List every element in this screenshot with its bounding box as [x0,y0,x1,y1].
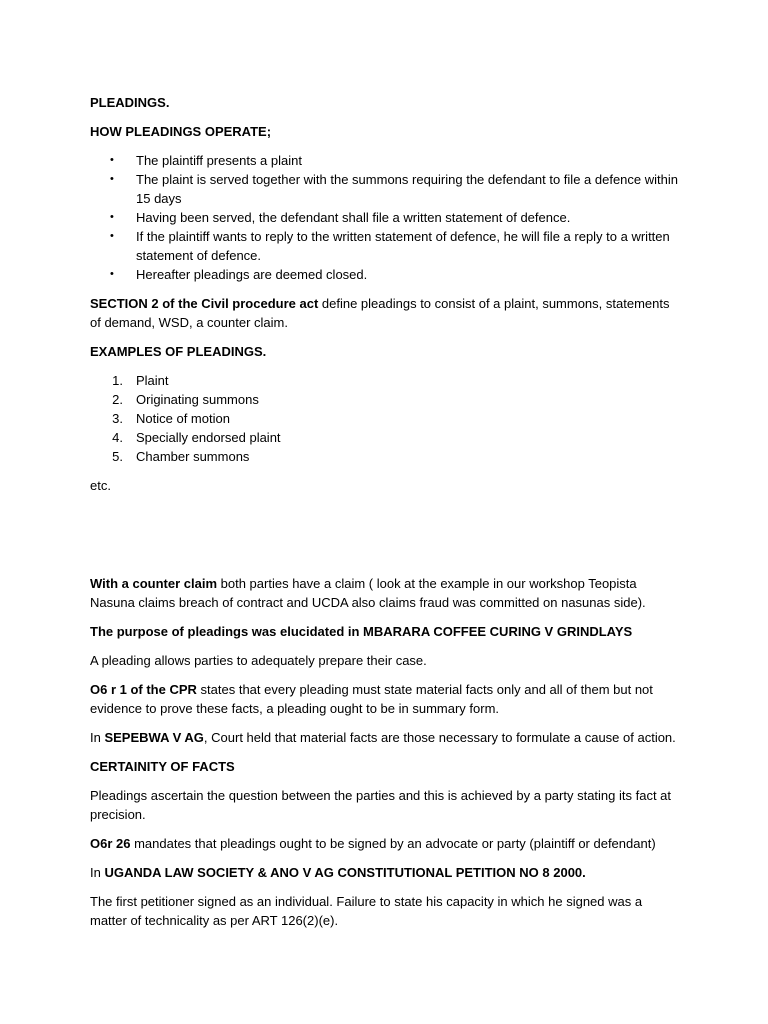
section2-paragraph: SECTION 2 of the Civil procedure act define pleadings to consist of a plaint, summons, statements of demand, WSD, a counter claim. [90,296,670,330]
examples-list [90,371,680,466]
certainity-heading: CERTAINITY OF FACTS [90,759,235,774]
etc-text: etc. [90,478,111,493]
counter-claim-paragraph: With a counter claim both parties have a claim ( look at the example in our workshop Teopista Nasuna claims breach of contract and UCDA also claims fraud was committed on nasunas side). [90,576,646,610]
o6r1-paragraph: O6 r 1 of the CPR states that every pleading must state material facts only and all of them but not evidence to prove these facts, a pleading ought to be in summary form. [90,682,653,716]
list-item: • The plaint is served together with the summons requiring the defendant to file a defence within 15 days [110,172,678,206]
bullet-icon: • [110,173,114,185]
sepebwa-paragraph: In SEPEBWA V AG, Court held that material facts are those necessary to formulate a cause of action. [90,730,676,745]
o6r26-paragraph: O6r 26 mandates that pleadings ought to be signed by an advocate or party (plaintiff or defendant) [90,836,656,851]
bullet-icon: • [110,211,114,223]
list-item: • Hereafter pleadings are deemed closed. [110,267,368,282]
document-body [90,93,680,940]
pleading-allows-paragraph: A pleading allows parties to adequately prepare their case. [90,653,427,668]
petitioner-paragraph: The first petitioner signed as an individual. Failure to state his capacity in which he signed was a matter of technicality as per ART 126(2)(e). [90,894,643,928]
list-item: 5. Chamber summons [112,449,250,464]
blank-space [90,505,680,574]
list-item: 3. Notice of motion [112,411,230,426]
list-item: 4. Specially endorsed plaint [112,430,281,445]
bullet-icon: • [110,230,114,242]
list-item: 2. Originating summons [112,392,259,407]
list-item: • Having been served, the defendant shall file a written statement of defence. [110,210,571,225]
list-item: 1. Plaint [112,373,169,388]
document-title: PLEADINGS. [90,95,170,110]
pleadings-steps-list [90,151,680,284]
bullet-icon: • [110,268,114,280]
bullet-icon: • [110,154,114,166]
examples-heading: EXAMPLES OF PLEADINGS. [90,344,267,359]
list-item: • If the plaintiff wants to reply to the written statement of defence, he will file a reply to a written statement of defence. [110,229,670,263]
purpose-heading: The purpose of pleadings was elucidated in MBARARA COFFEE CURING V GRINDLAYS [90,624,633,639]
list-item: • The plaintiff presents a plaint [110,153,302,168]
how-pleadings-heading: HOW PLEADINGS OPERATE; [90,124,272,139]
certainity-paragraph: Pleadings ascertain the question between the parties and this is achieved by a party stating its fact at precision. [90,788,672,822]
uls-case-paragraph: In UGANDA LAW SOCIETY & ANO V AG CONSTITUTIONAL PETITION NO 8 2000. [90,865,586,880]
